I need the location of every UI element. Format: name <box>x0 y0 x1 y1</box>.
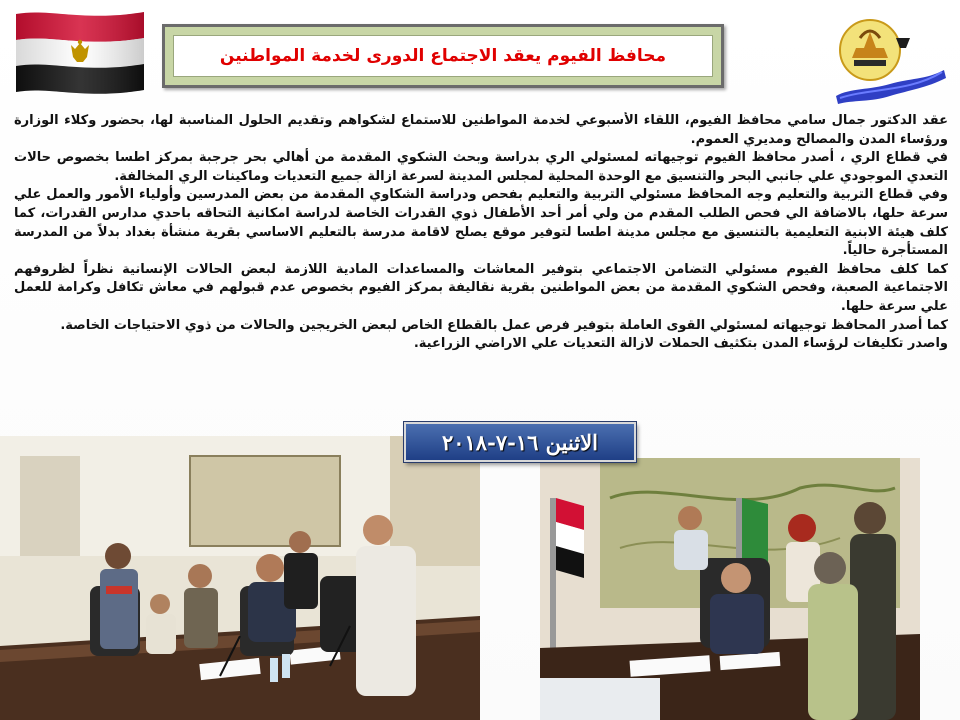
title-inner-box <box>173 35 713 77</box>
date-banner <box>404 422 636 462</box>
article-body <box>14 112 948 424</box>
governorate-logo-icon <box>830 8 950 108</box>
date-label: الاثنين ١٦-٧-٢٠١٨ <box>441 429 599 455</box>
title-banner <box>162 24 724 88</box>
page-title: محافظ الفيوم يعقد الاجتماع الدورى لخدمة المواطنين <box>219 46 667 66</box>
paragraph-education: وفي قطاع التربية والتعليم وجه المحافظ مسئولي التربية والتعليم بفحص ودراسة الشكاوي المقدمة من بعض المدرسين وأولياء الأمور والعمل علي سرعة حلها، بالاضافة الي فحص الطلب المقدم من ولي أمر أحد الأطفال ذوي القدرات الخاصة لدراسة امكانية التحاقه باحدي مدارس القدرات، كما كلف هيئة الابنية التعليمية بالتنسيق مع مجلس مدينة اطسا لتوفير موقع يصلح لاقامة مدرسة بالتعليم الاساسي بقرية منشأة بغداد بدلاً من المدرسة المستأجرة حالياً. <box>14 187 948 259</box>
paragraph-irrigation: في قطاع الري ، أصدر محافظ الفيوم توجيهاته لمسئولي الري بدراسة وبحث الشكوي المقدمة من أهالي بحر جرجبة بمركز اطسا بخصوص حالات التعدي الموجودي علي جانبي البحر والتنسيق مع الوحدة المحلية لمجلس المدينة لسرعة ازالة جميع التعديات وماكينات الري المخالفة. <box>14 150 948 184</box>
paragraph-social-solidarity: كما كلف محافظ الفيوم مسئولي التضامن الاجتماعي بتوفير المعاشات والمساعدات المادية اللازمة لبعض الحالات الإنسانية نظراً لظروفهم الاجتماعية الصعبة، وفحص الشكوي المقدمة من بعض المواطنين بقرية نقاليفة بمركز الفيوم بخصوص عدم قبولهم في معاش تكافل وكرامة للعمل علي سرعة حلها. <box>14 261 948 314</box>
meeting-photo-left <box>0 436 480 720</box>
meeting-photo-right <box>540 458 920 720</box>
egypt-flag-icon <box>14 8 146 96</box>
paragraph-manpower: كما أصدر المحافظ توجيهاته لمسئولي القوى العاملة بتوفير فرص عمل بالقطاع الخاص لبعض الخريجين والحالات من ذوي الاحتياجات الخاصة. <box>60 317 948 333</box>
paragraph-intro: عقد الدكتور جمال سامي محافظ الفيوم، اللقاء الأسبوعي لخدمة المواطنين للاستماع لشكواهم وتقديم الحلول المناسبة لها، بحضور وكلاء الوزارة ورؤساء المدن والمصالح ومديري العموم. <box>14 113 948 147</box>
paragraph-city-heads: واصدر تكليفات لرؤساء المدن بتكثيف الحملات لازالة التعديات علي الاراضي الزراعية. <box>413 336 948 352</box>
